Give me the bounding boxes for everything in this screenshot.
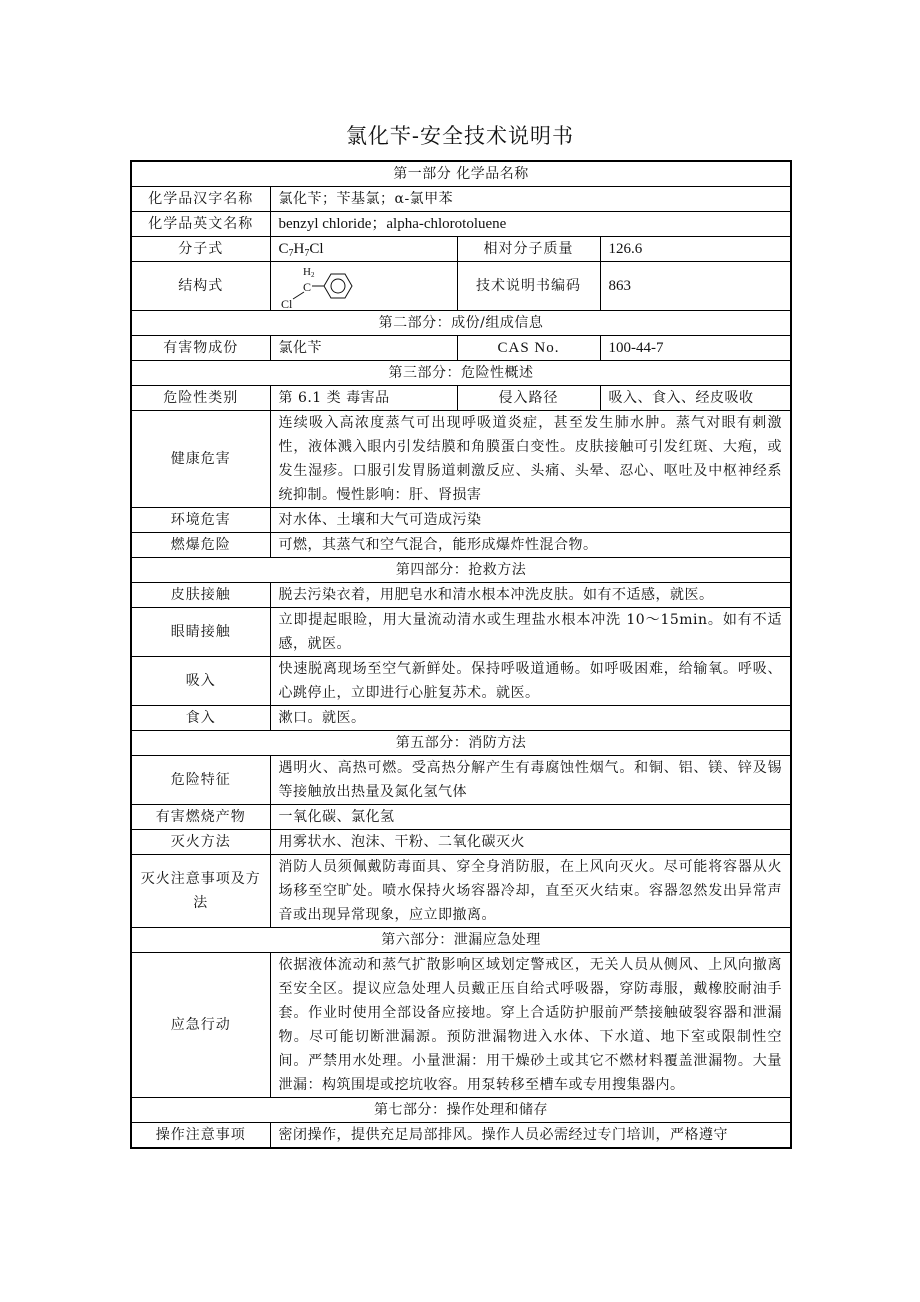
- cn-name-label: 化学品汉字名称: [131, 187, 270, 212]
- table-row: [131, 237, 791, 262]
- section-4-header: 第四部分：抢救方法: [131, 558, 791, 583]
- combustion-products-label: 有害燃烧产物: [131, 805, 270, 830]
- section-1-header: 第一部分 化学品名称: [131, 161, 791, 187]
- section-header-row: [131, 731, 791, 756]
- eye-contact-value: 立即提起眼睑，用大量流动清水或生理盐水根本冲洗 10～15min。如有不适感，就医。: [270, 608, 791, 657]
- table-row: [131, 508, 791, 533]
- section-header-row: [131, 311, 791, 336]
- extinguishing-method-label: 灭火方法: [131, 830, 270, 855]
- fire-explosion-value: 可燃，其蒸气和空气混合，能形成爆炸性混合物。: [270, 533, 791, 558]
- en-name-label: 化学品英文名称: [131, 212, 270, 237]
- skin-contact-label: 皮肤接触: [131, 583, 270, 608]
- operation-notes-value: 密闭操作，提供充足局部排风。操作人员必需经过专门培训，严格遵守: [270, 1123, 791, 1149]
- section-3-header: 第三部分：危险性概述: [131, 361, 791, 386]
- table-row: [131, 583, 791, 608]
- section-header-row: [131, 1098, 791, 1123]
- exposure-route-label: 侵入路径: [457, 386, 600, 411]
- emergency-action-value: 依据液体流动和蒸气扩散影响区域划定警戒区，无关人员从侧风、上风向撤离至安全区。提议应急处理人员戴正压自给式呼吸器，穿防毒服，戴橡胶耐油手套。作业时使用全部设备应接地。穿上合适防护服前严禁接触破裂容器和泄漏物。尽可能切断泄漏源。预防泄漏物进入水体、下水道、地下室或限制性空间。严禁用水处理。小量泄漏：用干燥砂土或其它不燃材料覆盖泄漏物。大量泄漏：构筑围堤或挖坑收容。用泵转移至槽车或专用搜集器内。: [270, 953, 791, 1098]
- table-row: [131, 855, 791, 928]
- table-row: [131, 212, 791, 237]
- formula-value: $C_7H_7Cl$: [270, 237, 457, 262]
- emergency-action-label: 应急行动: [131, 953, 270, 1098]
- hazard-feature-label: 危险特征: [131, 756, 270, 805]
- table-row: [131, 830, 791, 855]
- table-row: [131, 657, 791, 706]
- inhalation-label: 吸入: [131, 657, 270, 706]
- section-header-row: [131, 558, 791, 583]
- svg-text:Cl: Cl: [280, 297, 292, 309]
- hazard-class-value: 第 6.1 类 毒害品: [270, 386, 457, 411]
- table-row: [131, 608, 791, 657]
- molecular-weight-label: 相对分子质量: [457, 237, 600, 262]
- combustion-products-value: 一氧化碳、氯化氢: [270, 805, 791, 830]
- structure-label: 结构式: [131, 262, 270, 311]
- ingestion-value: 漱口。就医。: [270, 706, 791, 731]
- safety-data-table: [130, 160, 792, 1149]
- structure-formula: [270, 262, 457, 311]
- extinguishing-method-value: 用雾状水、泡沫、干粉、二氧化碳灭火: [270, 830, 791, 855]
- ingestion-label: 食入: [131, 706, 270, 731]
- molecular-weight-value: 126.6: [600, 237, 791, 262]
- exposure-route-value: 吸入、食入、经皮吸收: [600, 386, 791, 411]
- firefighting-notes-label: 灭火注意事项及方法: [131, 855, 270, 928]
- table-row: [131, 262, 791, 311]
- firefighting-notes-value: 消防人员须佩戴防毒面具、穿全身消防服，在上风向灭火。尽可能将容器从火场移至空旷处。喷水保持火场容器冷却，直至灭火结束。容器忽然发出异常声音或出现异常现象，应立即撤离。: [270, 855, 791, 928]
- health-hazard-label: 健康危害: [131, 411, 270, 508]
- cas-value: 100-44-7: [600, 336, 791, 361]
- environmental-hazard-label: 环境危害: [131, 508, 270, 533]
- hazard-feature-value: 遇明火、高热可燃。受高热分解产生有毒腐蚀性烟气。和铜、铝、镁、锌及锡等接触放出热量及氮化氢气体: [270, 756, 791, 805]
- msds-code-label: 技术说明书编码: [457, 262, 600, 311]
- health-hazard-value: 连续吸入高浓度蒸气可出现呼吸道炎症，甚至发生肺水肿。蒸气对眼有刺激性，液体溅入眼内引发结膜和角膜蛋白变性。皮肤接触可引发红斑、大疱，或发生湿疹。口服引发胃肠道刺激反应、头痛、头晕、忍心、呕吐及中枢神经系统抑制。慢性影响：肝、肾损害: [270, 411, 791, 508]
- table-row: [131, 187, 791, 212]
- fire-explosion-label: 燃爆危险: [131, 533, 270, 558]
- hazard-class-label: 危险性类别: [131, 386, 270, 411]
- svg-text:C: C: [302, 280, 311, 294]
- table-row: [131, 336, 791, 361]
- benzyl-chloride-structure-icon: [279, 263, 371, 309]
- section-header-row: [131, 361, 791, 386]
- en-name-value: benzyl chloride；alpha-chlorotoluene: [270, 212, 791, 237]
- section-2-header: 第二部分：成份/组成信息: [131, 311, 791, 336]
- table-row: [131, 805, 791, 830]
- table-row: [131, 533, 791, 558]
- eye-contact-label: 眼睛接触: [131, 608, 270, 657]
- hazardous-component-label: 有害物成份: [131, 336, 270, 361]
- inhalation-value: 快速脱离现场至空气新鲜处。保持呼吸道通畅。如呼吸困难，给输氧。呼吸、心跳停止，立即进行心脏复苏术。就医。: [270, 657, 791, 706]
- operation-notes-label: 操作注意事项: [131, 1123, 270, 1149]
- hazardous-component-value: 氯化苄: [270, 336, 457, 361]
- table-row: [131, 1123, 791, 1149]
- section-header-row: [131, 161, 791, 187]
- cas-label: CAS No.: [457, 336, 600, 361]
- section-header-row: [131, 928, 791, 953]
- table-row: [131, 756, 791, 805]
- section-5-header: 第五部分：消防方法: [131, 731, 791, 756]
- table-row: [131, 953, 791, 1098]
- table-row: [131, 411, 791, 508]
- table-row: [131, 386, 791, 411]
- table-row: [131, 706, 791, 731]
- cn-name-value: 氯化苄；苄基氯；α-氯甲苯: [270, 187, 791, 212]
- environmental-hazard-value: 对水体、土壤和大气可造成污染: [270, 508, 791, 533]
- formula-label: 分子式: [131, 237, 270, 262]
- msds-code-value: 863: [600, 262, 791, 311]
- svg-text:H2: H2: [302, 266, 314, 279]
- page-title: 氯化苄-安全技术说明书: [345, 124, 575, 148]
- section-7-header: 第七部分：操作处理和储存: [131, 1098, 791, 1123]
- section-6-header: 第六部分：泄漏应急处理: [131, 928, 791, 953]
- skin-contact-value: 脱去污染衣着，用肥皂水和清水根本冲洗皮肤。如有不适感，就医。: [270, 583, 791, 608]
